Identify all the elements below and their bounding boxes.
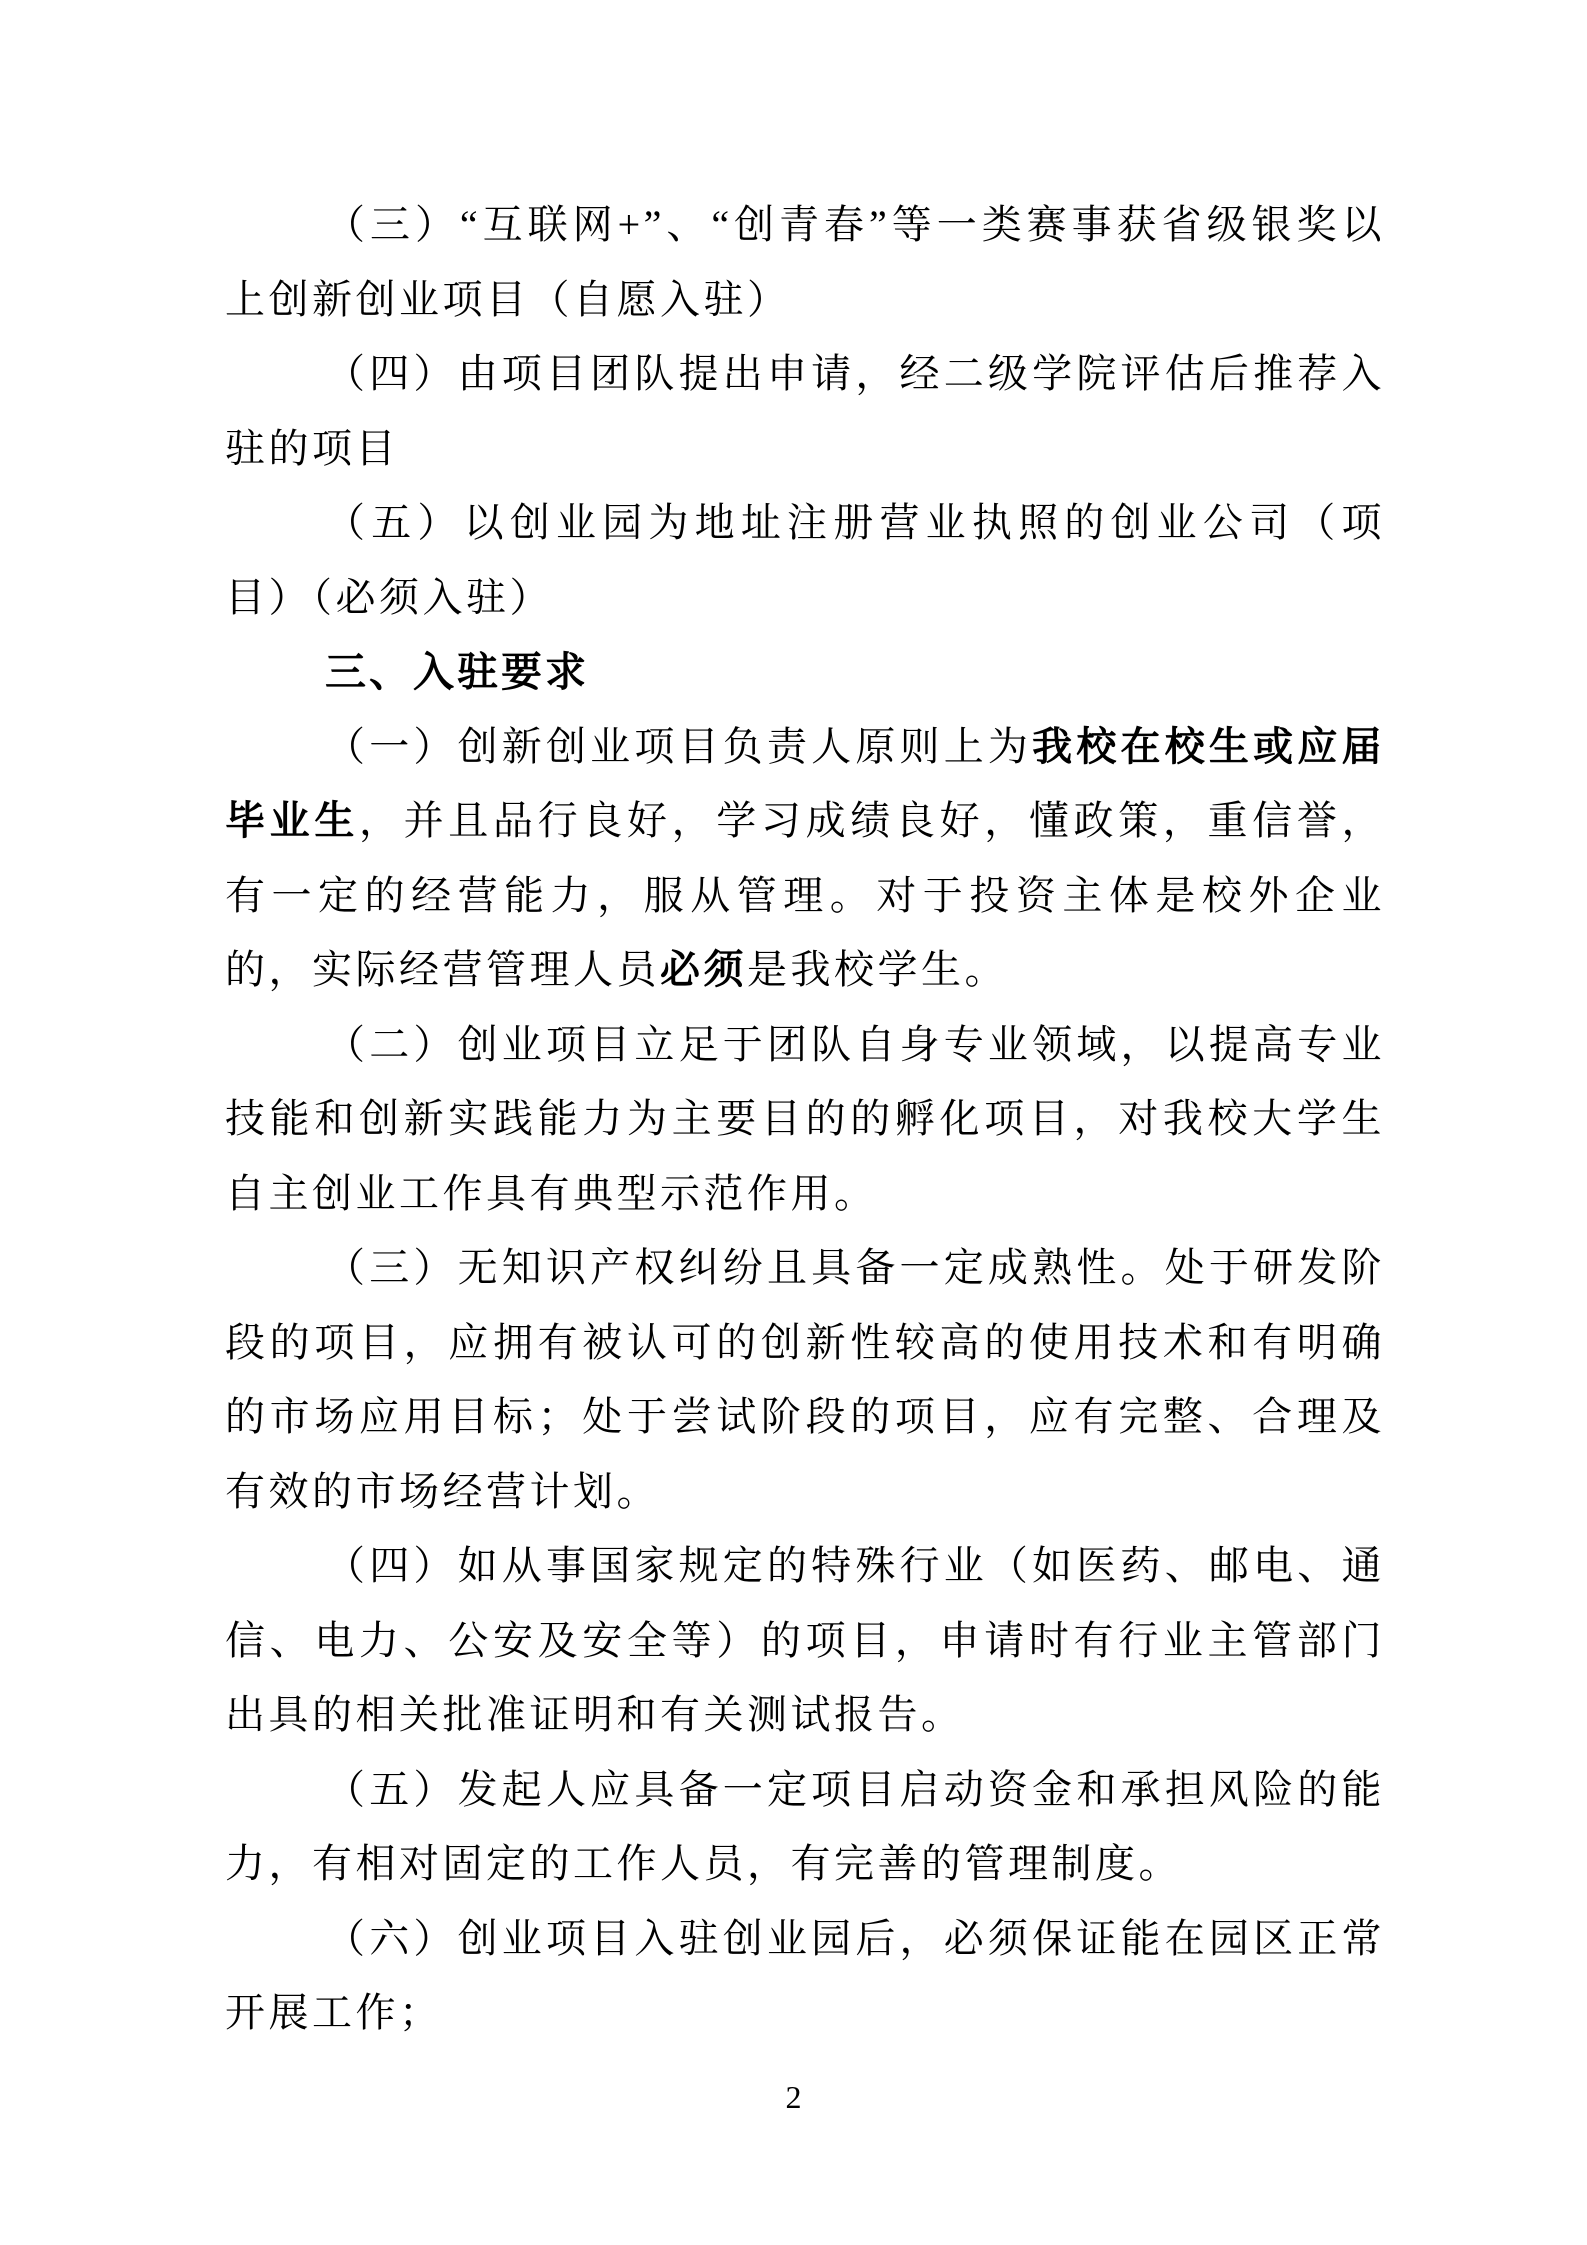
text-run: 是我校学生。 xyxy=(747,947,1008,992)
paragraph-requirement-5 xyxy=(225,1753,1385,1902)
text-run-bold: 我校在校生或应届毕业生 xyxy=(225,723,1386,843)
paragraph-item-5 xyxy=(225,486,1385,635)
paragraph-requirement-2 xyxy=(225,1008,1385,1232)
text-run: （二）创业项目立足于团队自身专业领域，以提高专业技能和创新实践能力为主要目的的孵化项目，对我校大学生自主创业工作具有典型示范作用。 xyxy=(225,1021,1385,1216)
section-heading-entry-requirements xyxy=(225,635,1385,710)
text-run: （一）创新创业项目负责人原则上为 xyxy=(325,723,1033,769)
text-run-bold: 必须 xyxy=(660,947,747,992)
text-run: （四）如从事国家规定的特殊行业（如医药、邮电、通信、电力、公安及安全等）的项目，申请时有行业主管部门出具的相关批准证明和有关测试报告。 xyxy=(225,1543,1385,1737)
document-body xyxy=(225,188,1385,2051)
paragraph-requirement-6 xyxy=(225,1902,1385,2051)
paragraph-requirement-3 xyxy=(225,1231,1385,1529)
paragraph-requirement-1 xyxy=(225,710,1385,1008)
paragraph-item-3 xyxy=(225,188,1385,337)
heading-text: 三、入驻要求 xyxy=(325,649,589,695)
page-number: 2 xyxy=(785,2079,802,2115)
text-run: （五）以创业园为地址注册营业执照的创业公司（项目）（必须入驻） xyxy=(225,500,1385,620)
text-run: （四）由项目团队提出申请，经二级学院评估后推荐入驻的项目 xyxy=(225,351,1385,471)
text-run: ，并且品行良好，学习成绩良好，懂政策，重信誉，有一定的经营能力，服从管理。对于投资主体是校外企业的，实际经营管理人员 xyxy=(225,798,1386,992)
paragraph-requirement-4 xyxy=(225,1529,1385,1753)
paragraph-item-4 xyxy=(225,337,1385,486)
text-run: （三）“互联网+”、“创青春”等一类赛事获省级银奖以上创新创业项目（自愿入驻） xyxy=(225,202,1385,322)
text-run: （五）发起人应具备一定项目启动资金和承担风险的能力，有相对固定的工作人员，有完善的管理制度。 xyxy=(225,1766,1385,1886)
text-run: （六）创业项目入驻创业园后，必须保证能在园区正常开展工作； xyxy=(225,1915,1385,2035)
text-run: （三）无知识产权纠纷且具备一定成熟性。处于研发阶段的项目，应拥有被认可的创新性较高的使用技术和有明确的市场应用目标；处于尝试阶段的项目，应有完整、合理及有效的市场经营计划。 xyxy=(225,1245,1385,1514)
